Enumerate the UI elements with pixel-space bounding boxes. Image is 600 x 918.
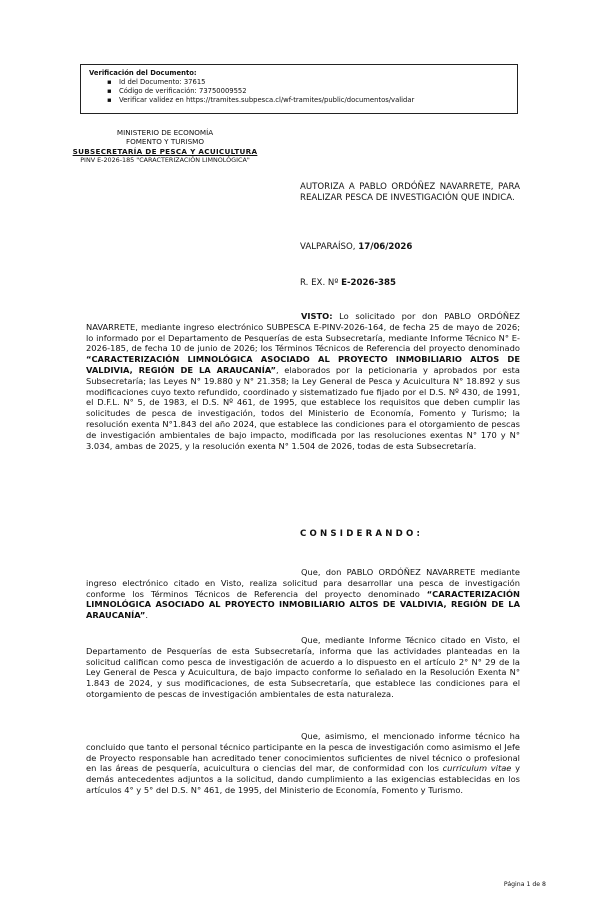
ministry-name: MINISTERIO DE ECONOMÍA [116,128,214,137]
visto-text-2: , elaborados por la peticionaria y aprobados por esta Subsecretaría; las Leyes N° 19.880 y N° 21.358; la Ley General de Pesca y Acuicultura N° 18.892 y sus modificaciones cuyo texto refundido, coordinado y sistematizado fue fijado por el D.S. Nº 430, de 1991, el D.F.L. N° 5, de 1983, el D.S. Nº 461, de 1995, que establece los requisitos que deben cumplir las solicitudes de pesca de investigación, todos del Ministerio de Economía, Fomento y Turismo; la resolución exenta N°1.843 del año 2024, que establece las condiciones para el otorgamiento de pescas de investigación ambientales de bajo impacto, modificada por las resoluciones exentas N° 170 y N° 3.034, ambas de 2025, y la resolución exenta N° 1.504 de 2026, todas de esta Subsecretaría. [86,364,520,451]
verification-id: ▪ Id del Documento: 37615 [119,78,509,87]
rex-prefix: R. EX. Nº [300,278,342,288]
verification-url[interactable]: ▪ Verificar validez en https://tramites.subpesca.cl/wf-tramites/public/documentos/validar [119,96,509,105]
pinv-reference: PINV E-2026-185 "CARACTERIZACIÓN LIMNOLÓGICA" [80,156,250,165]
date-value: 17/06/2026 [358,242,413,252]
visto-text-1: Lo solicitado por don PABLO ORDÓÑEZ NAVARRETE, mediante ingreso electrónico SUBPESCA E-PINV-2026-164, de fecha 25 de mayo de 2026; lo informado por el Departamento de Pesquerías de esta Subsecretaría, mediante Informe Técnico N° E-2026-185, de fecha 10 de junio de 2026; los Términos Técnicos de Referencia del proyecto denominado [86,311,520,354]
visto-project: “CARACTERIZACIÓN LIMNOLÓGICA ASOCIADO AL PROYECTO INMOBILIARIO ALTOS DE VALDIVIA, REGIÓN DE LA ARAUCANÍA” [86,354,520,375]
p2-text: Que, mediante Informe Técnico citado en Visto, el Departamento de Pesquerías de esta Subsecretaría, informa que las actividades planteadas en la solicitud califican como pesca de investigación de acuerdo a lo dispuesto en el artículo 2° N° 29 de la Ley General de Pesca y Acuicultura, de bajo impacto conforme lo señalado en la Resolución Exenta N° 1.843 de 2024, y sus modificaciones, de esta Subsecretaría, que establece las condiciones para el otorgamiento de pescas de investigación ambientales de esta naturaleza. [86,635,520,699]
p1-text-2: . [145,610,149,621]
considerando-paragraph-1 [86,567,520,621]
visto-paragraph [86,311,520,451]
date-place: VALPARAÍSO, [300,242,359,252]
p3-text-2: y demás antecedentes adjuntos a la solicitud, dando cumplimiento a las exigencias establecidas en los artículos 4° y 5° del D.S. N° 461, de 1995, del Ministerio de Economía, Fomento y Turismo. [86,763,520,795]
p3-text-1: Que, asimismo, el mencionado informe técnico ha concluido que tanto el personal técnico participante en la pesca de investigación como asimismo el Jefe de Proyecto responsable han acreditado tener conocimientos suficientes de nivel técnico o profesional en las áreas de pesquería, acuicultura o ciencias del mar, de conformidad con los [86,731,520,774]
considerando-heading: CONSIDERANDO: [300,529,424,539]
autoriza-heading: AUTORIZA A PABLO ORDÓÑEZ NAVARRETE, PARA REALIZAR PESCA DE INVESTIGACIÓN QUE INDICA. [300,182,520,204]
institution-header [50,128,280,166]
resolution-number [300,278,396,288]
p1-text-1: Que, don PABLO ORDÓÑEZ NAVARRETE mediante ingreso electrónico citado en Visto, realiza solicitud para desarrollar una pesca de investigación conforme los Términos Técnicos de Referencia del proyecto denominado [86,567,520,599]
verification-box [80,64,518,114]
document-date [300,242,412,252]
subsecretaria-name: SUBSECRETARÍA DE PESCA Y ACUICULTURA [72,146,258,156]
verification-title: Verificación del Documento: [89,69,197,77]
visto-label: VISTO: [301,311,333,321]
verification-list [89,78,509,105]
verification-code: ▪ Código de verificación: 73750009552 [119,87,509,96]
p3-curriculum: curriculum vitae [442,763,512,774]
considerando-paragraph-3 [86,731,520,796]
p1-project: “CARACTERIZACIÓN LIMNOLÓGICA ASOCIADO AL PROYECTO INMOBILIARIO ALTOS DE VALDIVIA, REGIÓN DE LA ARAUCANÍA” [86,588,520,621]
ministry-name-2: FOMENTO Y TURISMO [125,137,205,147]
rex-value: E-2026-385 [341,278,396,288]
page-number: Página 1 de 8 [503,881,546,888]
considerando-paragraph-2 [86,635,520,700]
